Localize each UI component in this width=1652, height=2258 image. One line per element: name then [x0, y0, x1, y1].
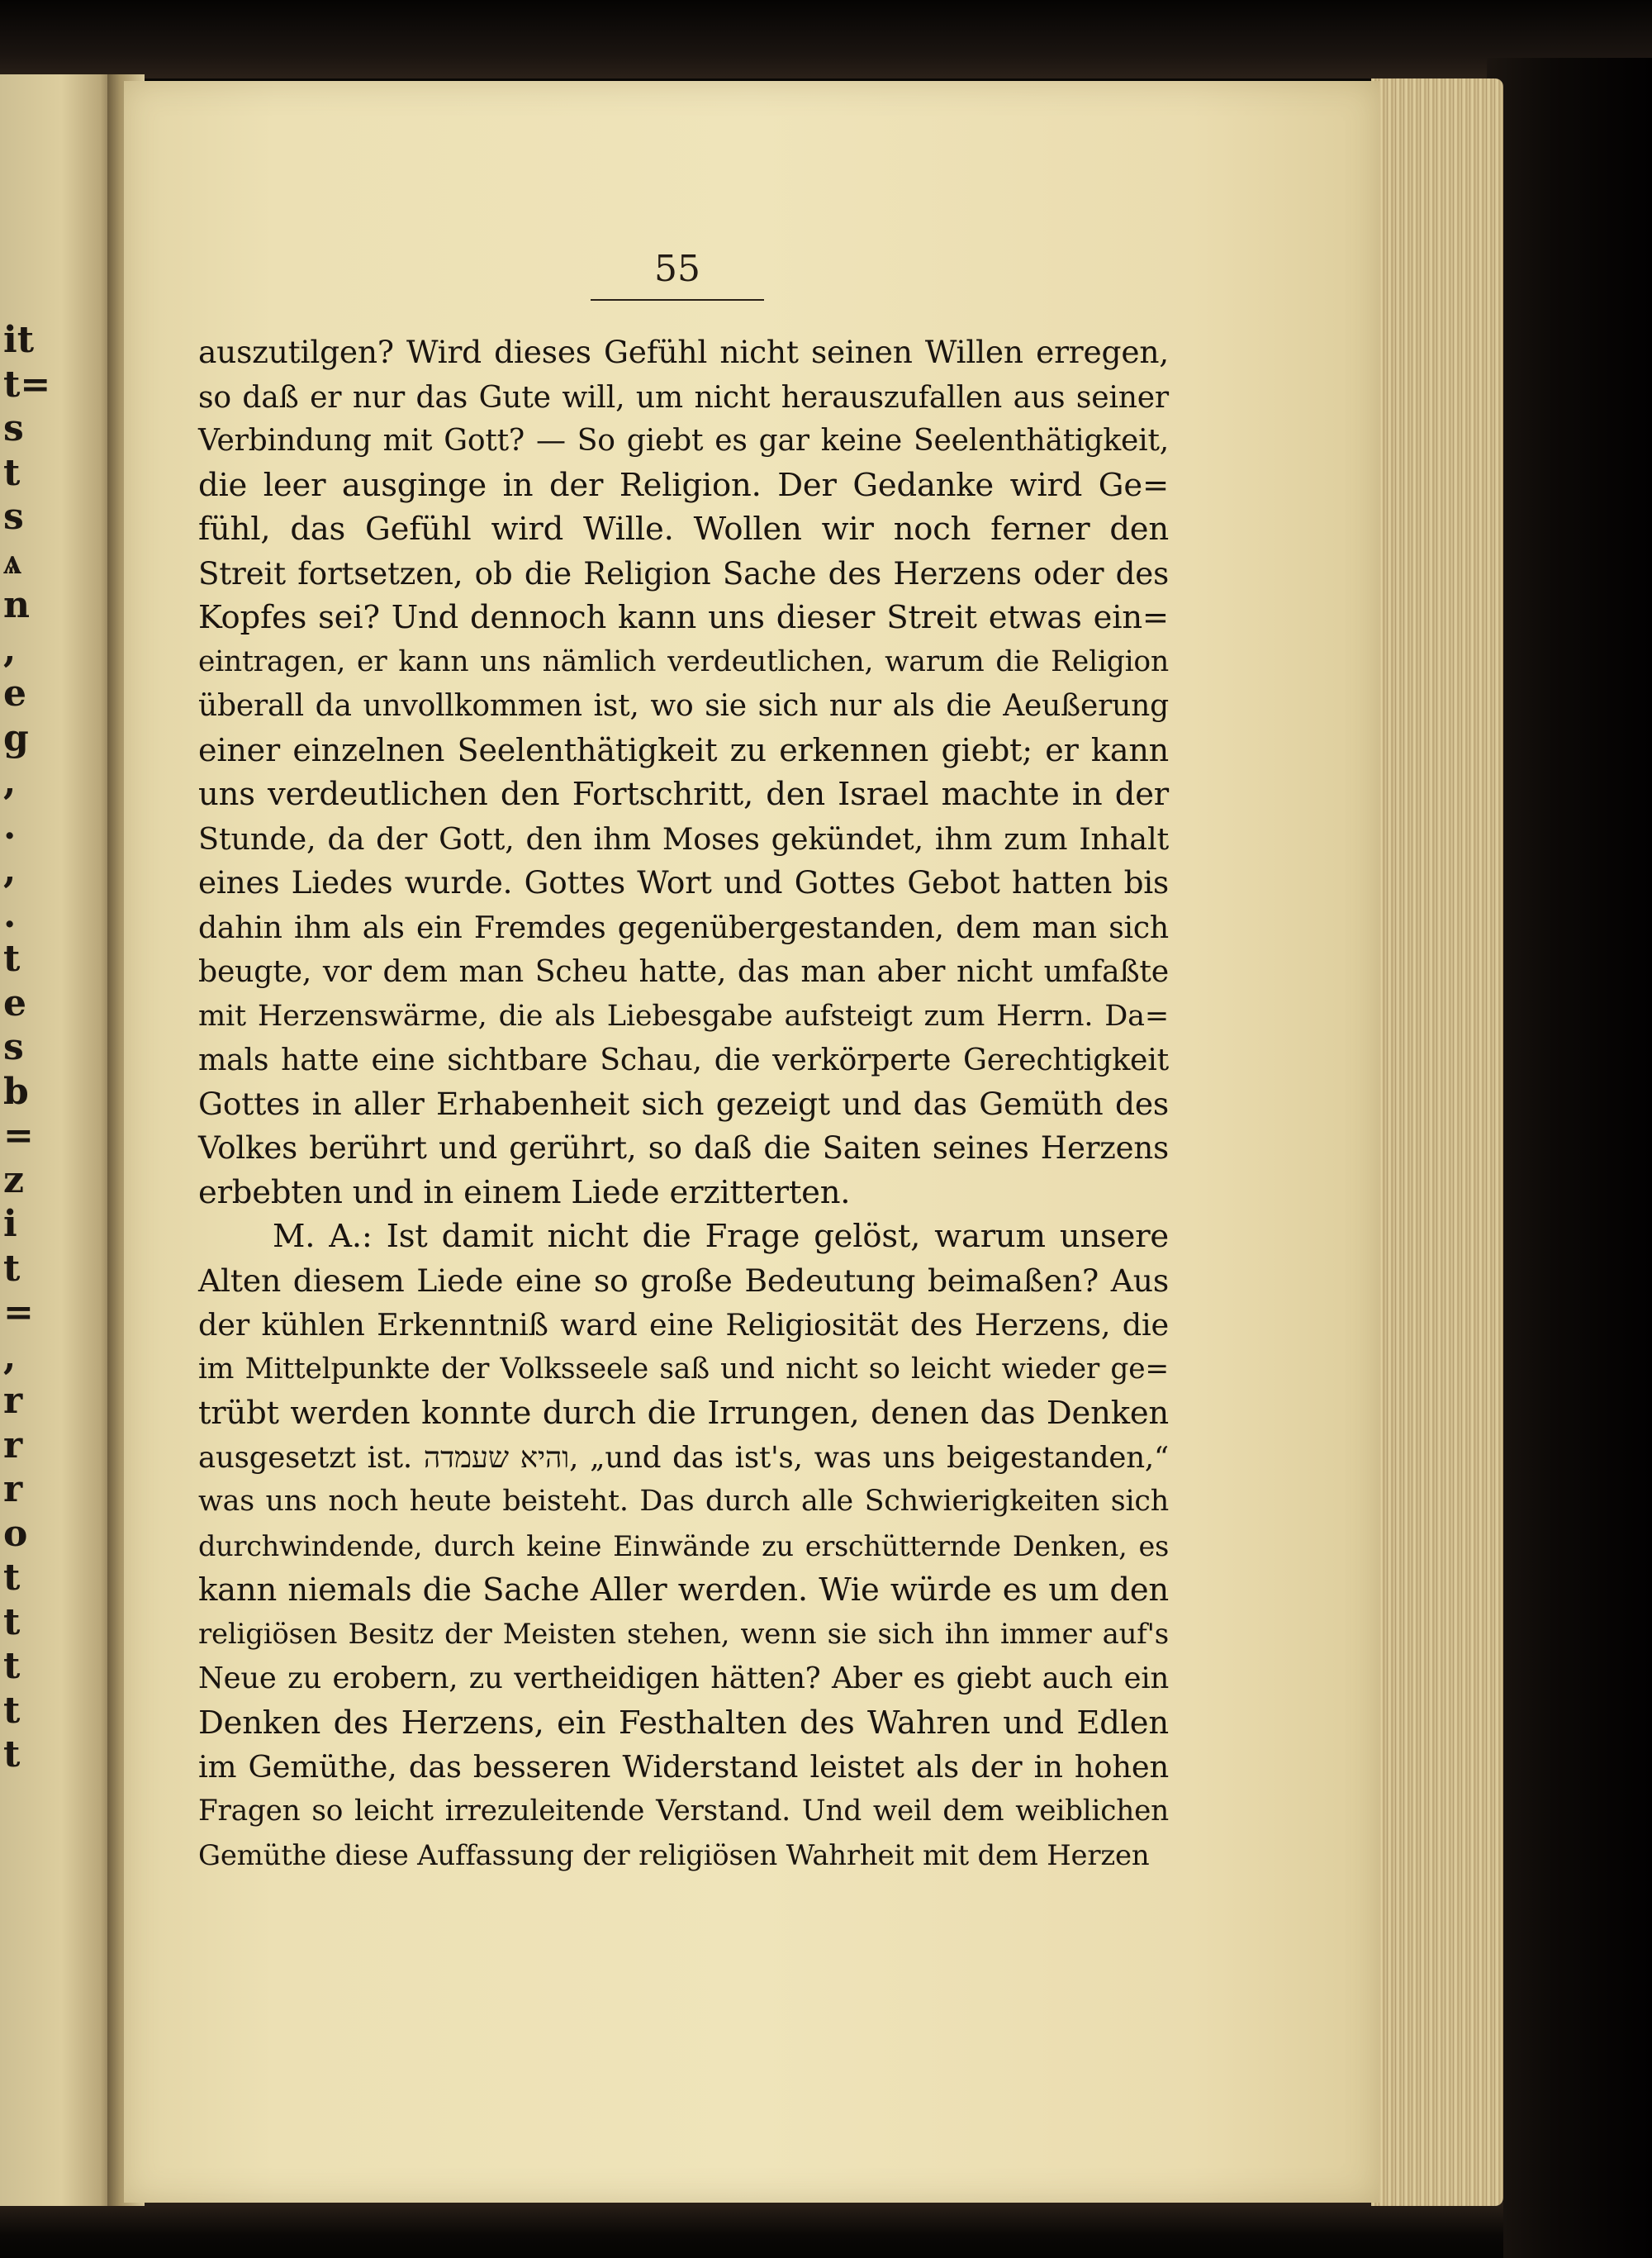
text-line: durchwindende, durch keine Einwände zu erschütternde Denken, es: [198, 1529, 1169, 1562]
text-line: Gemüthe diese Auffassung der religiösen Wahrheit mit dem Herzen: [198, 1839, 1150, 1871]
text-line: Streit fortsetzen, ob die Religion Sache des Herzens oder des: [198, 554, 1169, 592]
left-page-fragment: t=: [3, 363, 51, 406]
body-text: [198, 330, 1169, 1878]
text-line: religiösen Besitz der Meisten stehen, wenn sie sich ihn immer auf's: [198, 1618, 1169, 1651]
text-line: was uns noch heute beisteht. Das durch alle Schwierigkeiten sich: [198, 1485, 1169, 1518]
left-page-fragment: t: [3, 1247, 21, 1290]
text-line: Verbindung mit Gott? — So giebt es gar keine Seelenthätigkeit,: [198, 423, 1169, 458]
text-line: auszutilgen? Wird dieses Gefühl nicht seinen Willen erregen,: [198, 334, 1169, 370]
left-page-fragment: .: [3, 805, 17, 848]
left-page-fragment: ,: [3, 628, 17, 671]
left-page-fragment: t: [3, 451, 21, 494]
left-page-fragment: ,: [3, 849, 17, 891]
text-line: überall da unvollkommen ist, wo sie sich nur als die Aeußerung: [198, 689, 1169, 723]
text-line: Alten diesem Liede eine so große Bedeutung beimaßen? Aus: [198, 1262, 1169, 1299]
text-line: eines Liedes wurde. Gottes Wort und Gottes Gebot hatten bis: [198, 864, 1169, 901]
text-line: erbebten und in einem Liede erzitterten.: [198, 1173, 851, 1211]
left-page-fragment: n: [3, 584, 30, 626]
left-page-fragment: g: [3, 716, 29, 759]
left-page-fragment: e: [3, 673, 26, 715]
text-line: Gottes in aller Erhabenheit sich gezeigt und das Gemüth des: [198, 1085, 1169, 1122]
text-line: Fragen so leicht irrezuleitende Verstand. Und weil dem weiblichen: [198, 1794, 1169, 1828]
header-rule: [591, 299, 764, 301]
text-line: beugte, vor dem man Scheu hatte, das man aber nicht umfaßte: [198, 953, 1169, 989]
left-page-fragment: b: [3, 1070, 29, 1113]
left-page-fragment: t: [3, 1557, 21, 1599]
left-page-fragment: =: [3, 1115, 34, 1157]
text-line: Denken des Herzens, ein Festhalten des Wahren und Edlen: [198, 1704, 1169, 1742]
left-page-fragment: ѧ: [3, 540, 21, 582]
text-line: trübt werden konnte durch die Irrungen, denen das Denken: [198, 1395, 1169, 1432]
left-page-fragment: r: [3, 1424, 23, 1467]
left-page-fragment: z: [3, 1158, 24, 1201]
left-page-fragment: s: [3, 1026, 24, 1068]
text-line: uns verdeutlichen den Fortschritt, den Israel machte in der: [198, 776, 1169, 813]
left-page: [0, 74, 112, 2206]
left-page-fragment: ,: [3, 1335, 17, 1378]
text-line: eintragen, er kann uns nämlich verdeutlichen, warum die Religion: [198, 644, 1169, 678]
book-cover-top: [0, 0, 1652, 78]
book-cover-right: [1487, 58, 1652, 2258]
text-line: Kopfes sei? Und dennoch kann uns dieser Streit etwas ein=: [198, 599, 1169, 636]
left-page-fragment: i: [3, 1203, 17, 1245]
left-page-fragment: =: [3, 1291, 34, 1333]
text-line: fühl, das Gefühl wird Wille. Wollen wir noch ferner den: [198, 511, 1169, 548]
left-page-fragment: s: [3, 496, 24, 538]
left-page-fragment: t: [3, 938, 21, 980]
left-page-fragment: r: [3, 1380, 23, 1422]
left-page-fragment: .: [3, 893, 17, 936]
text-line: Neue zu erobern, zu vertheidigen hätten? Aber es giebt auch ein: [198, 1661, 1169, 1695]
text-line: die leer ausginge in der Religion. Der Gedanke wird Ge=: [198, 466, 1169, 504]
left-page-fragment: e: [3, 982, 26, 1024]
left-page-fragment: s: [3, 407, 24, 449]
left-page-fragment: t: [3, 1600, 21, 1643]
text-line: im Gemüthe, das besseren Widerstand leistet als der in hohen: [198, 1749, 1169, 1785]
book-cover-bottom: [0, 2202, 1503, 2258]
text-line: Volkes berührt und gerührt, so daß die Saiten seines Herzens: [198, 1130, 1169, 1166]
left-page-fragment: t: [3, 1645, 21, 1687]
text-line: mit Herzenswärme, die als Liebesgabe aufsteigt zum Herrn. Da=: [198, 998, 1169, 1033]
text-line: M. A.: Ist damit nicht die Frage gelöst, warum unsere: [273, 1218, 1169, 1255]
left-page-fragment: t: [3, 1733, 21, 1776]
left-page-fragment: o: [3, 1512, 28, 1555]
text-line: Stunde, da der Gott, den ihm Moses gekündet, ihm zum Inhalt: [198, 820, 1169, 857]
left-page-fragment: ,: [3, 761, 17, 803]
text-line: mals hatte eine sichtbare Schau, die verkörperte Gerechtigkeit: [198, 1042, 1169, 1077]
text-line: so daß er nur das Gute will, um nicht herauszufallen aus seiner: [198, 378, 1169, 415]
text-line: einer einzelnen Seelenthätigkeit zu erkennen giebt; er kann: [198, 731, 1169, 768]
text-line: kann niemals die Sache Aller werden. Wie würde es um den: [198, 1571, 1169, 1609]
left-page-fragment: it: [3, 319, 35, 361]
text-line: im Mittelpunkte der Volksseele saß und nicht so leicht wieder ge=: [198, 1352, 1169, 1386]
text-line: dahin ihm als ein Fremdes gegenübergestanden, dem man sich: [198, 909, 1169, 945]
text-line: ausgesetzt ist. והיא שעמדה, „und das ist's, was uns beigestanden,“: [198, 1440, 1169, 1475]
text-line: der kühlen Erkenntniß ward eine Religiosität des Herzens, die: [198, 1307, 1169, 1343]
left-page-fragment: r: [3, 1468, 23, 1510]
page-number: 55: [654, 248, 700, 290]
left-page-fragment: t: [3, 1689, 21, 1732]
page-edges: [1371, 78, 1503, 2206]
